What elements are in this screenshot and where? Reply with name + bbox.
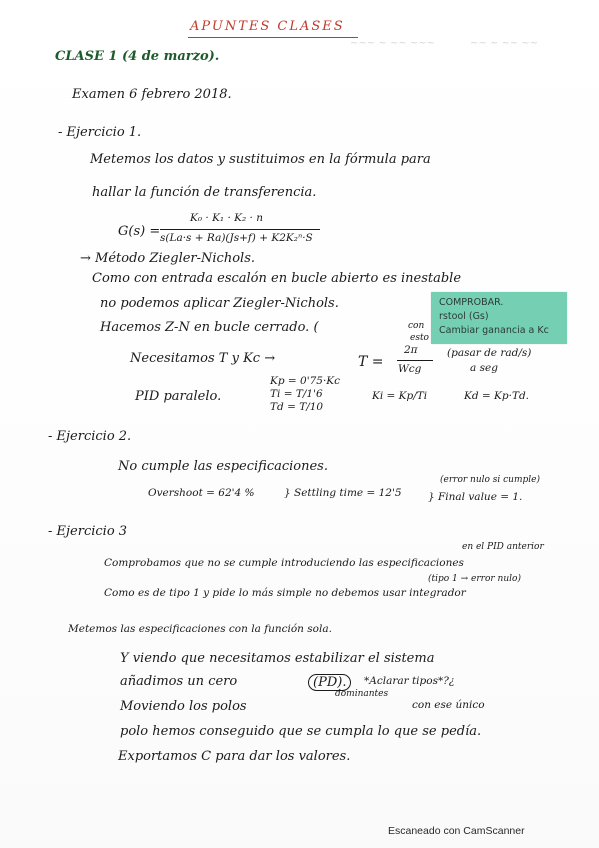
formula-numerator: K₀ · K₁ · K₂ · n — [190, 212, 263, 224]
pid-label: PID paralelo. — [135, 389, 222, 404]
fraction-bar — [160, 229, 320, 230]
exercise-3-text: con ese único — [412, 699, 485, 711]
class-heading: CLASE 1 (4 de marzo). — [55, 49, 220, 64]
exercise-1-heading: - Ejercicio 1. — [58, 125, 142, 140]
exercise-3-text: Como es de tipo 1 y pide lo más simple no debemos usar integrador — [104, 587, 466, 599]
pd-circled: (PD). — [308, 674, 351, 691]
exercise-1-text: Hacemos Z-N en bucle cerrado. ( — [100, 320, 319, 335]
sticky-note — [431, 292, 567, 344]
title-underline — [188, 37, 358, 38]
t-equation: T = — [358, 354, 384, 370]
exercise-3-text: Y viendo que necesitamos estabilizar el sistema — [120, 651, 435, 666]
exercise-1-text: Necesitamos T y Kc → — [130, 351, 276, 366]
method-line: → Método Ziegler-Nichols. — [80, 251, 255, 266]
exercise-3-note: dominantes — [335, 689, 389, 699]
kp-formula: Kp = 0'75·Kc — [270, 375, 341, 387]
exercise-3-note: en el PID anterior — [462, 542, 544, 552]
settling-time-value: } Settling time = 12'5 — [284, 487, 402, 499]
formula-denominator: s(La·s + Ra)(Js+f) + K2K₂ⁿ·S — [160, 232, 313, 244]
t-denominator: Wcg — [398, 363, 422, 375]
exercise-3-text: Comprobamos que no se cumple introduciendo las especificaciones — [104, 557, 464, 569]
exercise-3-text: Exportamos C para dar los valores. — [118, 749, 351, 764]
t-numerator: 2π — [404, 344, 418, 356]
exercise-3-text: Metemos las especificaciones con la función sola. — [68, 623, 332, 635]
exercise-1-text: no podemos aplicar Ziegler-Nichols. — [100, 296, 339, 311]
bleed-through-mark: ~~~ ~ ~~ ~~~ — [350, 38, 435, 49]
sticky-note-line: COMPROBAR. — [439, 297, 504, 308]
overshoot-value: Overshoot = 62'4 % — [148, 487, 255, 499]
scanner-watermark: Escaneado con CamScanner — [388, 825, 525, 837]
exercise-1-text: hallar la función de transferencia. — [92, 185, 317, 200]
clarify-note: *Aclarar tipos*?¿ — [364, 675, 455, 687]
exercise-1-text: Como con entrada escalón en bucle abierto es inestable — [92, 271, 462, 286]
sticky-note-line: Cambiar ganancia a Kc — [439, 325, 549, 336]
exercise-3-text: polo hemos conseguido que se cumpla lo que se pedía. — [120, 724, 482, 739]
exercise-1-text: Metemos los datos y sustituimos en la fórmula para — [90, 152, 431, 167]
error-note: (error nulo si cumple) — [440, 475, 540, 485]
exercise-3-note: (tipo 1 → error nulo) — [428, 574, 521, 584]
kd-formula: Kd = Kp·Td. — [464, 390, 530, 402]
formula-lhs: G(s) = — [118, 224, 161, 239]
page-title: APUNTES CLASES — [190, 19, 345, 34]
exercise-1-text: con — [408, 321, 425, 331]
exercise-2-text: No cumple las especificaciones. — [118, 459, 328, 474]
rad-note: a seg — [470, 362, 498, 374]
final-value: } Final value = 1. — [428, 491, 523, 503]
exercise-2-heading: - Ejercicio 2. — [48, 429, 132, 444]
bleed-through-mark: ~~ ~ ~~ ~~ — [470, 38, 539, 49]
ti-formula: Ti = T/1'6 — [270, 388, 323, 400]
exercise-1-text: esto — [410, 333, 429, 343]
ki-formula: Ki = Kp/Ti — [372, 390, 428, 402]
sticky-note-line: rstool (Gs) — [439, 311, 489, 322]
exercise-3-text: añadimos un cero — [120, 674, 238, 689]
td-formula: Td = T/10 — [270, 401, 324, 413]
rad-note: (pasar de rad/s) — [447, 347, 532, 359]
exercise-3-heading: - Ejercicio 3 — [48, 524, 128, 539]
fraction-bar — [397, 360, 433, 361]
exam-date: Examen 6 febrero 2018. — [72, 87, 232, 102]
exercise-3-text: Moviendo los polos — [120, 699, 247, 714]
